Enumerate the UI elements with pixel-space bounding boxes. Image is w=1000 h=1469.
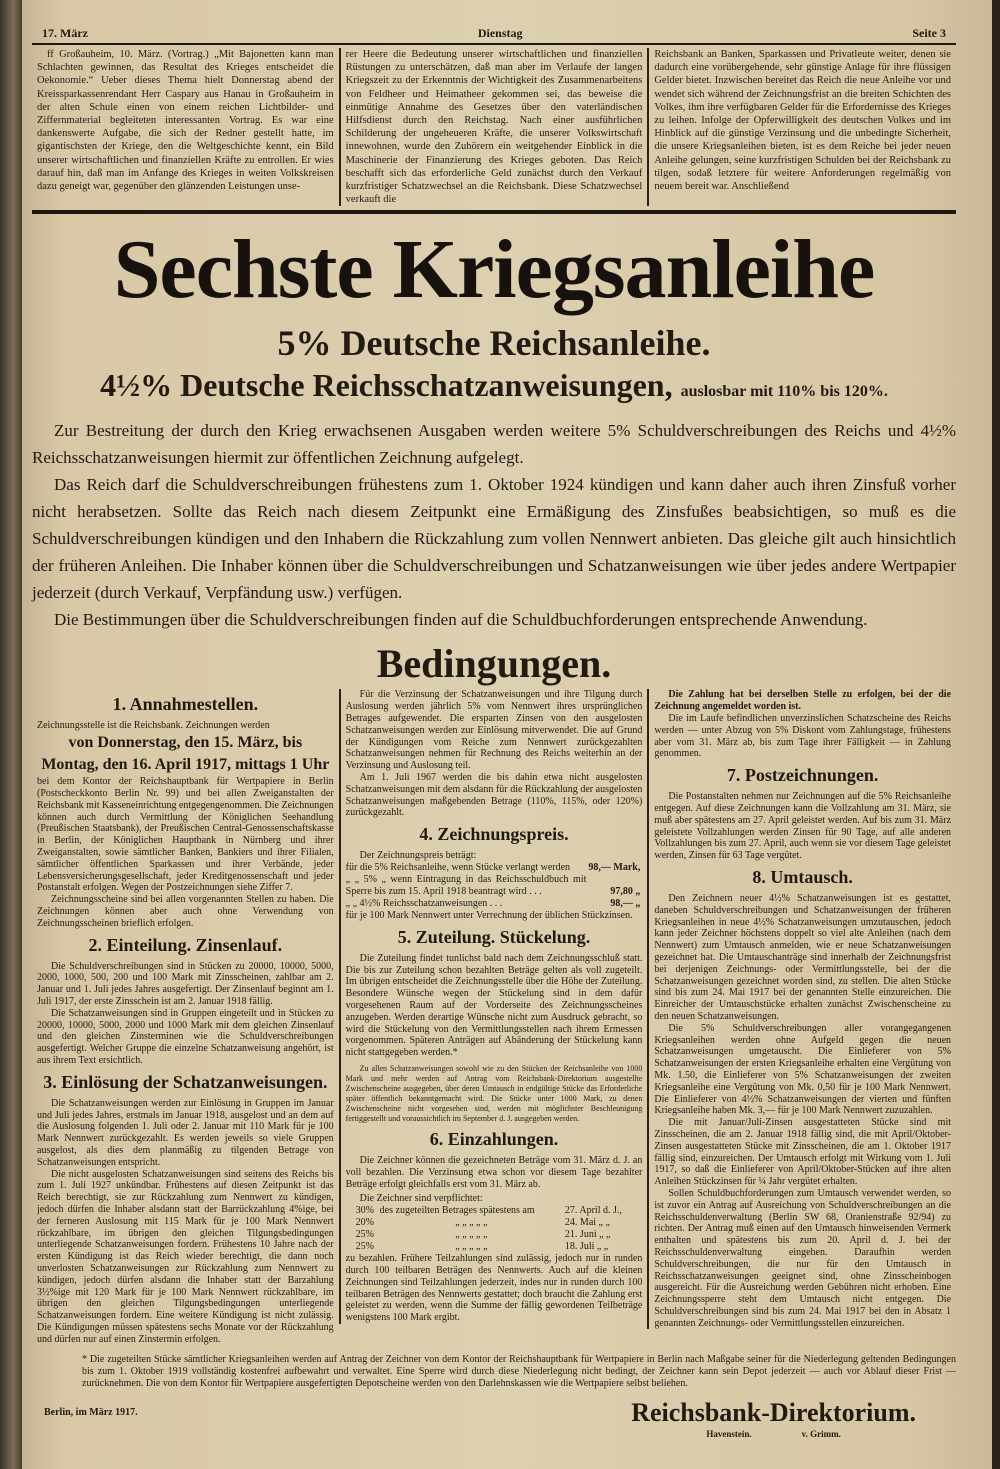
paragraph: ff Großauheim, 10. März. (Vortrag.) „Mit Bajonetten kann man Schlachten gewinnen, das Resultat des Krieges entscheidet die Oekonomie.“ Ueber dieses Thema hielt Donnerstag abend der Kreissparkassenrendant Herr Caspary aus Hanau in Großauheim in der alten Schule einen von einem reichen Lichtbilder- und Ziffernmaterial begleiteten interessanten Vortrag. Es war eine dankenswerte Aufgabe, die sich der Redner gestellt hatte, im gigantischsten der Kriege, den die Weltgeschichte kennt, ein Bild unserer wirtschaftlichen und finanziellen Kräfte zu entrollen. Er wies darauf hin, daß man im Anfange des Krieges in weiten Volkskreisen dazu geneigt war, gegenüber den glänzenden Leistungen unse- [37,49,334,193]
price-label: für die 5% Reichsanleihe, wenn Stücke verlangt werden [345,862,571,873]
paragraph: Zeichnungsstelle ist die Reichsbank. Zeichnungen werden [37,720,270,732]
paragraph: rer Heere die Bedeutung unserer wirtschaftlichen und finanziellen Rüstungen zu unterschätzen, daß man aber im Verlaufe der langen Kriegszeit zu der Erkenntnis der Wichtigkeit des Zusammenarbeitens von Feldheer und Heimatheer gekommen sei, das beweise die einmütige Annahme des Gesetzes über den vaterländischen Hilfsdienst durch den Reichstag. Nach einer ausführlichen Schilderung der ungeheueren Kräfte, die unserer Volkswirtschaft innewohnen, wurde den Zuhörern ein weitgehender Einblick in die Maschinerie der Finanzierung des Krieges geboten. Das Reich beschafft sich das erforderliche Geld zunächst durch den Verkauf kurzfristiger Schatzwechsel an die Reichsbank. Diese Schatzwechsel verkauft die [345,49,643,206]
paragraph: zu bezahlen. Frühere Teilzahlungen sind zulässig, jedoch nur in runden durch 100 teilbaren Beträgen des Nennwerts. Auch auf die kleinen Zeichnungen sind Teilzahlungen jederzeit, indes nur in runden durch 100 teilbaren Beträgen des Nennwerts gestattet; doch braucht die Zahlung erst geleistet zu werden, wenn die Summe der fällig gewordenen Teilbeträge wenigstens 100 Mark ergibt. [345,1253,643,1324]
paragraph: Zeichnungsscheine sind bei allen vorgenannten Stellen zu haben. Die Zeichnungen können aber auch ohne Verwendung von Zeichnungsscheinen brieflich erfolgen. [37,894,334,929]
paragraph: Die Schuldverschreibungen sind in Stücken zu 20000, 10000, 5000, 2000, 1000, 500, 200 und 100 Mark mit Zinsscheinen, zahlbar am 2. Januar und 1. Juli jedes Jahres ausgefertigt. Der Zinsenlauf beginnt am 1. Juli 1917, der erste Zinsschein ist am 2. Januar 1918 fällig. [37,960,334,1007]
signature-block [631,1397,916,1439]
paragraph: Die Schatzanweisungen werden zur Einlösung in Gruppen im Januar und Juli jedes Jahres, erstmals im Januar 1918, ausgelost und an dem auf die Auslosung folgenden 1. Juli oder 2. Januar mit 110 Mark für je 100 Mark Nennwert zurückgezahlt. Es werden jeweils so viele Gruppen ausgelost, als dies dem planmäßig zu tilgenden Betrage von Schatzanweisungen entspricht. [37,1097,334,1168]
conditions-title: Bedingungen. [376,641,612,687]
running-head [32,26,956,45]
price-table [346,862,643,910]
paragraph: für je 100 Mark Nennwert unter Verrechnung der üblichen Stückzinsen. [345,910,633,921]
table-row [346,874,643,898]
paragraph: Die Zahlung hat bei derselben Stelle zu erfolgen, bei der die Zeichnung angemeldet worden ist. [654,689,952,713]
paragraph: Am 1. Juli 1967 werden die bis dahin etwa nicht ausgelosten Schatzanweisungen mit dem alsdann für die Rückzahlung der ausgelosten Schatzanweisungen maßgebenden Betrage (110%, 115%, oder 120%) zurückgezahlt. [345,772,643,819]
table-row [346,862,643,874]
price-label: „ „ 5% „ wenn Eintragung in das Reichsschuldbuch mit Sperre bis zum 15. April 1918 beantragt wird . . . [345,874,587,897]
section-heading: 3. Einlösung der Schatzanweisungen. [43,1071,328,1092]
footnote: * Die zugeteilten Stücke sämtlicher Kriegsanleihen werden auf Antrag der Zeichner von dem Kontor der Reichshauptbank für Wertpapiere in Berlin nach Maßgabe seiner für die Niederlegung geltenden Bedingungen bis zum 1. Oktober 1919 vollständig kostenfrei aufbewahrt und verwaltet. Eine Sperre wird durch diese Niederlegung nicht bedingt, der Zeichner kann sein Depot jederzeit — auch vor Ablauf dieser Frist — zurücknehmen. Die von dem Kontor für Wertpapiere ausgefertigten Depotscheine werden von den Darlehnskassen wie die Wertpapiere selbst beliehen. [82,1353,956,1390]
paragraph: Zur Bestreitung der durch den Krieg erwachsenen Ausgaben werden weitere 5% Schuldverschreibungen des Reichs und 4½% Reichsschatzanweisungen hiermit zur öffentlichen Zeichnung aufgelegt. [32,421,956,468]
table-row [356,1229,635,1241]
subtitle-small: auslosbar mit 110% bis 120%. [680,383,888,401]
price-value: 98,— Mark, [588,862,641,873]
section-heading: 1. Annahmestellen. [112,694,259,715]
paragraph: Die Postanstalten nehmen nur Zeichnungen auf die 5% Reichsanleihe entgegen. Auf diese Zeichnungen kann die Vollzahlung am 31. März, sie muß aber spätestens am 27. April geleistet werden. Auf bis zum 31. März geleistete Vollzahlungen werden Zinsen für 90 Tage, auf alle anderen Vollzahlungen bis zum 27. April, auch wenn sie vor diesem Tage geleistet werden, Zinsen für 63 Tage vergütet. [654,791,952,862]
section-heading: 6. Einzahlungen. [429,1128,559,1149]
subtitle-main: 4½% Deutsche Reichsschatzanweisungen, [100,367,673,404]
conditions-col2 [339,689,648,1324]
signature-body: Reichsbank-Direktorium. [631,1397,916,1427]
paragraph: Die mit Januar/Juli-Zinsen ausgestatteten Stücke sind mit Zinsscheinen, die am 2. Januar 1918 fällig sind, die mit April/Oktober-Zinsen ausgestatteten Stücke mit Zinsscheinen, die am 1. Oktober 1917 fällig sind, einzureichen. Der Umtausch erfolgt mit Wirkung vom 1. Juli 1917, so daß die Einlieferer von April/Oktober-Stücken auf ihre alten Anleihen Stückzinsen für ¼ Jahr vergütet erhalten. [654,1117,952,1188]
text: „ „ „ „ „ [455,1241,488,1253]
running-head-weekday: Dienstag [477,26,523,40]
paragraph: Die im Laufe befindlichen unverzinslichen Schatzscheine des Reichs werden — unter Abzug von 5% Diskont vom Zahlungstage, frühestens aber vom 31. März ab, bis zum Tage ihrer Fälligkeit — in Zahlung genommen. [654,713,952,760]
table-row [346,898,643,910]
price-value: 98,— „ [610,898,641,909]
due-date: 24. Mai „ „ [564,1217,610,1229]
newspaper-page [22,0,992,1469]
due-date: 27. April d. J., [564,1205,622,1217]
conditions-col1 [32,689,339,1345]
percent: 20% [355,1217,375,1229]
text: „ „ „ „ „ [455,1229,488,1241]
table-row [356,1241,635,1253]
price-value: 97,80 „ [610,886,641,897]
signer: Havenstein. [706,1428,752,1439]
running-head-date: 17. März [42,26,88,40]
section-heading: 7. Postzeichnungen. [726,765,879,786]
paragraph: Das Reich darf die Schuldverschreibungen frühestens zum 1. Oktober 1924 kündigen und kann daher auch ihren Zinsfuß vorher nicht herabsetzen. Sollte das Reich nach diesem Zeitpunkt eine Ermäßigung des Zinsfußes beabsichtigen, so muß es die Schuldverschreibungen kündigen und den Inhabern die Rückzahlung zum vollen Nennwert anbieten. Das gleiche gilt auch hinsichtlich der früheren Anleihen. Die Inhaber können über die Schuldverschreibungen und Schatzanweisungen wie über jedes andere Wertpapier jederzeit (durch Verkauf, Verpfändung usw.) verfügen. [32,475,956,603]
section-heading: 5. Zuteilung. Stückelung. [397,926,591,947]
paragraph: Die 5% Schuldverschreibungen aller vorangegangenen Kriegsanleihen werden ohne Aufgeld gegen die neuen Schatzanweisungen umgetauscht. Die Einlieferer von 5% Schatzanweisungen der ersten Kriegsanleihe erhalten eine Vergütung von Mk. 1.50, die Einlieferer von 5% Schatzanweisungen der zweiten Kriegsanleihe eine Vergütung von Mk. 0,50 für je 100 Mark Nennwert. Die Einlieferer von 4½% Schatzanweisungen der vierten und fünften Kriegsanleihe haben Mk. 3,— für je 100 Mark Nennwert zuzuzahlen. [654,1022,952,1117]
book-binding [0,0,22,1469]
date-highlight: Montag, den 16. April 1917, mittags 1 Uhr [41,756,330,774]
table-row [356,1205,635,1217]
running-head-page: Seite 3 [912,26,946,40]
text: „ „ „ „ „ [455,1217,488,1229]
paragraph: Die Bestimmungen über die Schuldverschreibungen finden auf die Schuldbuchforderungen entsprechende Anwendung. [54,610,868,630]
footnote-small: Zu allen Schatzanweisungen sowohl wie zu den Stücken der Reichsanleihe von 1000 Mark und mehr werden auf Antrag vom Reichsbank-Direktorium ausgestellte Zwischenscheine ausgegeben, über deren Umtausch in endgültige Stücke das Erforderliche später öffentlich bekanntgemacht wird. Die Stücke unter 1000 Mark, zu denen Zwischenscheine nicht vorgesehen sind, werden mit möglichster Beschleunigung fertiggestellt und voraussichtlich im September d. J. ausgegeben werden. [345,1063,643,1123]
percent: 30% [355,1205,375,1217]
section-heading: 2. Einteilung. Zinsenlauf. [88,934,283,955]
section-heading: 4. Zeichnungspreis. [419,824,569,845]
paragraph: Die Zuteilung findet tunlichst bald nach dem Zeichnungsschluß statt. Die bis zur Zuteilung schon bezahlten Beträge gelten als voll zugeteilt. Im übrigen entscheidet die Zeichnungsstelle über die Höhe der Zuteilung. Besondere Wünsche wegen der Stückelung sind in dem dafür vorgesehenen Raum auf der Vorderseite des Zeichnungsscheines anzugeben. Werden derartige Wünsche nicht zum Ausdruck gebracht, so wird die Stückelung von den Vermittlungsstellen nach ihrem Ermessen vorgenommen. Späteren Anträgen auf Abänderung der Stückelung kann nicht stattgegeben werden.* [345,952,643,1059]
paragraph: Die nicht ausgelosten Schatzanweisungen sind seitens des Reichs bis zum 1. Juli 1927 unkündbar. Frühestens auf diesen Zeitpunkt ist das Reich berechtigt, sie zur Rückzahlung zum Nennwert zu kündigen, jedoch dürfen die Inhaber alsdann statt der Barrückzahlung 4%ige, bei der ferneren Auslosung mit 115 Mark für je 100 Mark Nennwert rückzahlbare, im übrigen den gleichen Tilgungsbedingungen unterliegende Schatzanweisungen fordern. Frühestens 10 Jahre nach der ersten Kündigung ist das Reich wieder berechtigt, die dann noch unverlosten Schatzanweisungen zur Rückzahlung zum Nennwert zu kündigen, jedoch dürfen alsdann die Inhaber statt der Barzahlung 3½%ige mit 120 Mark für je 100 Mark Nennwert rückzahlbare, im übrigen den gleichen Tilgungsbedingungen unterliegende Schatzanweisungen fordern. Eine weitere Kündigung ist nicht zulässig. Die Kündigungen müssen spätestens sechs Monate vor der Rückzahlung und dürfen nur auf einen Zinstermin erfolgen. [37,1168,334,1345]
price-label: „ „ 4½% Reichsschatzanweisungen . . . [345,898,503,909]
paragraph: Für die Verzinsung der Schatzanweisungen und ihre Tilgung durch Auslosung werden jährlich 5% vom Nennwert ihres ursprünglichen Betrages aufgewendet. Die ersparten Zinsen von den ausgelosten Schatzanweisungen werden zur Einlösung mitverwendet. Die auf Grund der Kündigungen vom Reiche zum Nennwert zurückgezahlten Schatzanweisungen nehmen für Rechnung des Reichs weiterhin an der Verzinsung und Auslosung teil. [345,689,643,772]
paragraph: bei dem Kontor der Reichshauptbank für Wertpapiere in Berlin (Postscheckkonto Berlin Nr. 99) und bei allen Zweiganstalten der Reichsbank mit Kasseneinrichtung entgegengenommen. Die Zeichnungen können auch durch Vermittlung der Königlichen Seehandlung (Preußischen Staatsbank), der Preußischen Central-Genossenschaftskasse in Berlin, der Königlichen Hauptbank in Nürnberg und ihrer Zweiganstalten, sowie sämtlicher Banken, Bankiers und ihrer Filialen, sämtlicher öffentlichen Sparkassen und ihrer Verbände, jeder Lebensversicherungsgesellschaft, jeder Kreditgenossenschaft und jeder Postanstalt erfolgen. Wegen der Postzeichnungen siehe Ziffer 7. [37,776,334,894]
subtitle-reichsanleihe: 5% Deutsche Reichsanleihe. [277,323,711,364]
signer: v. Grimm. [801,1428,841,1439]
top-article-col1 [32,48,339,206]
closing [32,1397,956,1439]
due-date: 21. Juni „ „ [564,1229,611,1241]
due-date: 18. Juli „ „ [564,1241,609,1253]
paragraph: Die Schatzanweisungen sind in Gruppen eingeteilt und in Stücken zu 20000, 10000, 5000, 2000 und 1000 Mark mit dem gleichen Zinsenlauf und den gleichen Zinsterminen wie die Schuldverschreibungen ausgefertigt. Welcher Gruppe die einzelne Schatzanweisung angehört, ist aus ihrem Text ersichtlich. [37,1007,334,1066]
top-article-col2 [339,48,648,206]
conditions-col3 [647,689,956,1329]
top-article-col3 [647,48,956,206]
signers [631,1429,916,1439]
subtitle-schatzanweisungen [32,364,956,413]
masthead: Sechste Kriegsanleihe [113,223,875,317]
top-article [32,45,956,214]
table-row [356,1217,635,1229]
conditions-columns [32,689,956,1345]
paragraph: Sollen Schuldbuchforderungen zum Umtausch verwendet werden, so ist zuvor ein Antrag auf Ausreichung von Schuldverschreibungen an die Reichsschuldenverwaltung (Berlin SW 68, Oranienstraße 92/94) zu richten. Der Antrag muß einen auf den Umtausch hinweisenden Vermerk enthalten und spätestens bis zum 20. April d. J. bei der Reichsschuldenverwaltung eingehen. Daraufhin werden Schuldverschreibungen, die nur für den Umtausch in Reichsschatzanweisungen geeignet sind, ohne Zinsscheinbogen ausgereicht. Für die Ausreichung werden Gebühren nicht erhoben. Eine Zeichnungssperre steht dem Umtausch nicht entgegen. Die Schuldverschreibungen sind bis zum 24. Mai 1917 bei den in Absatz 1 genannten Zeichnungs- oder Vermittlungsstellen einzureichen. [654,1187,952,1329]
payment-schedule [356,1205,635,1253]
place-date: Berlin, im März 1917. [44,1406,138,1418]
intro-text [32,417,956,633]
percent: 25% [355,1241,375,1253]
paragraph: Die Zeichner sind verpflichtet: [359,1193,483,1205]
paragraph: Der Zeichnungspreis beträgt: [359,850,477,862]
paragraph: Die Zeichner können die gezeichneten Beträge vom 31. März d. J. an voll bezahlen. Die Verzinsung etwa schon vor diesem Tage bezahlter Beträge erfolgt gleichfalls erst vom 31. März ab. [345,1154,643,1190]
section-heading: 8. Umtausch. [752,867,853,887]
percent: 25% [355,1229,375,1241]
date-highlight: von Donnerstag, den 15. März, bis [68,734,303,752]
text: des zugeteilten Betrages spätestens am [379,1205,535,1217]
paragraph: Reichsbank an Banken, Sparkassen und Privatleute weiter, denen sie dadurch eine vorübergehende, sehr günstige Anlage für ihre flüssigen Gelder bietet. Inzwischen bereitet das Reich die neue Anleihe vor und wendet sich während der Zeichnungsfrist an die breiten Schichten des Volkes, ihm ihre verfügbaren Gelder für die Erfordernisse des Krieges zu leihen. Infolge der Opferwilligkeit des deutschen Volkes und im Hinblick auf die günstige Verzinsung und die unbedingte Sicherheit, die unsere Kriegsanleihen bieten, ist es dem Reiche bei jeder neuen Anleihe gelungen, seine kurzfristigen Schulden bei der Reichsbank zu tilgen, sodaß letztere für weitere Anforderungen regelmäßig von neuem bereit war. Anschließend [654,49,952,193]
paragraph: Den Zeichnern neuer 4½% Schatzanweisungen ist es gestattet, daneben Schuldverschreibungen und Schatzanweisungen der früheren Kriegsanleihen in neue 4½% Schatzanweisungen umzutauschen, jedoch kann jeder Zeichner höchstens doppelt so viel alte Anleihen (nach dem Nennwert) zum Umtausch anmelden, wie er neue Schatzanweisungen gezeichnet hat. Die Umtauschanträge sind innerhalb der Zeichnungsfrist bei derjenigen Zeichnungs- oder Vermittlungsstelle, bei der die Schatzanweisungen gezeichnet worden sind, zu stellen. Die alten Stücke sind bis zum 24. Mai 1917 bei der genannten Stelle einzureichen. Die Einreicher der Umtauschstücke erhalten zunächst Zwischenscheine zu den neuen Schatzanweisungen. [654,893,952,1022]
